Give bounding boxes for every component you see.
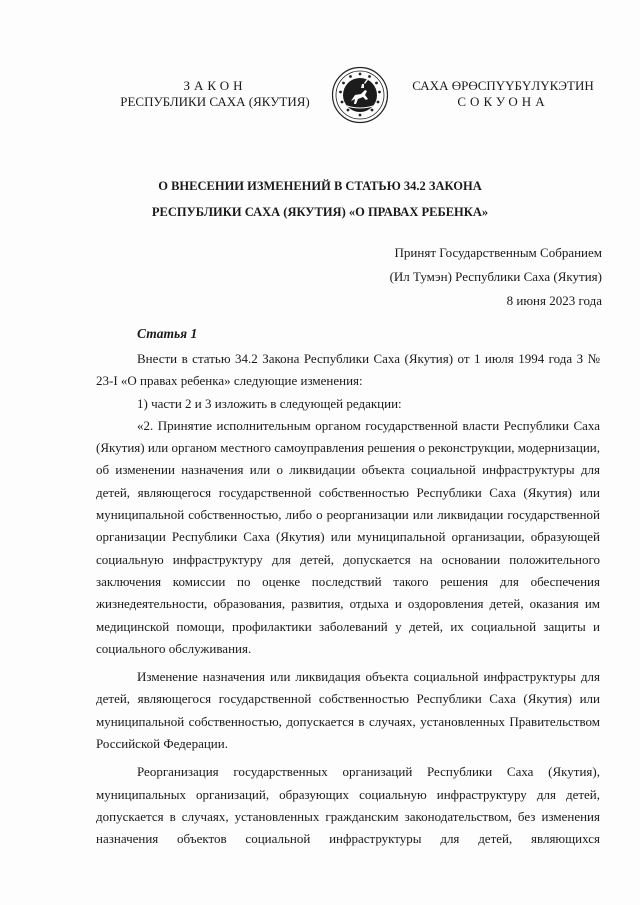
adoption-block (302, 241, 602, 313)
paragraph: Изменение назначения или ликвидация объекта социальной инфраструктуры для детей, являющегося государственной собственностью Республики Саха (Якутия) или муниципальной собственностью, допускается в случаях, установленных Правительством Российской Федерации. (96, 669, 600, 752)
title-line-1: О ВНЕСЕНИИ ИЗМЕНЕНИЙ В СТАТЬЮ 34.2 ЗАКОНА (158, 179, 482, 193)
paragraph: 1) части 2 и 3 изложить в следующей редакции: (137, 395, 402, 411)
article-heading: Статья 1 (137, 326, 198, 341)
adoption-line-2: (Ил Тумэн) Республики Саха (Якутия) (389, 269, 602, 284)
article-body (96, 348, 600, 851)
paragraph: «2. Принятие исполнительным органом государственной власти Республики Саха (Якутия) или органом местного самоуправления решения о реконструкции, модернизации, об изменении назначения или о ликвидации объекта социальной инфраструктуры для детей, являющегося государственной собственностью Республики Саха (Якутия) или муниципальной собственностью, либо о реорганизации или ликвидации государственной организации Республики Саха (Якутия) или муниципальной организации, образующей социальную инфраструктуру для детей, допускается на основании положительного заключения комиссии по оценке последствий такого решения для обеспечения жизнедеятельности, образования, развития, отдыха и оздоровления детей, оказания им медицинской помощи, профилактики заболеваний у детей, их социальной защиты и социального обслуживания. (96, 417, 600, 656)
adoption-date: 8 июня 2023 года (506, 293, 602, 308)
republic-name: РЕСПУБЛИКИ САХА (ЯКУТИЯ) (120, 94, 310, 109)
header-right (398, 78, 608, 110)
header-left (110, 78, 320, 110)
adoption-line-1: Принят Государственным Собранием (394, 245, 602, 260)
republic-name-sakha: САХА ӨРӨСПҮҮБҮЛҮКЭТИН (412, 78, 594, 93)
law-label: ЗАКОН (183, 78, 247, 93)
paragraph: Реорганизация государственных организаций Республики Саха (Якутия), муниципальных организаций, образующих социальную инфраструктуру для детей, допускается в случаях, установленных гражданским законодательством, без изменения назначения объектов социальной инфраструктуры для детей, являющихся (96, 764, 600, 847)
paragraph: Внести в статью 34.2 Закона Республики Саха (Якутия) от 1 июля 1994 года З № 23-I «О правах ребенка» следующие изменения: (96, 351, 600, 389)
document-title (100, 173, 540, 225)
title-line-2: РЕСПУБЛИКИ САХА (ЯКУТИЯ) «О ПРАВАХ РЕБЕНКА» (151, 205, 489, 219)
coat-of-arms-icon (331, 66, 389, 124)
law-label-sakha: СОКУОНА (457, 94, 549, 109)
